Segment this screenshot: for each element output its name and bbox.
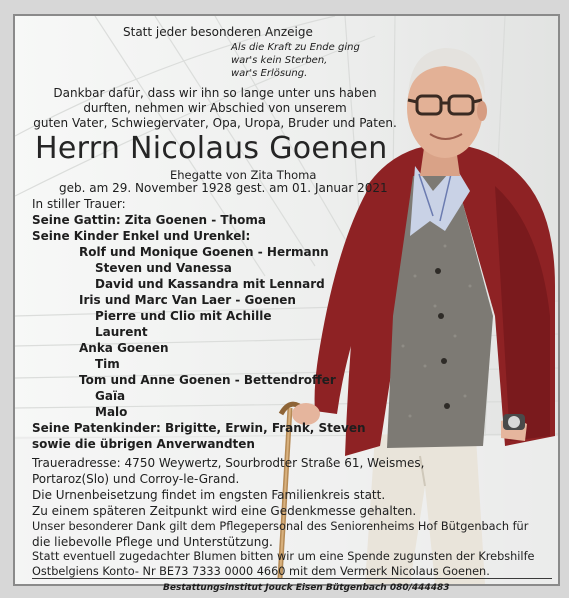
family-parents: Iris und Marc Van Laer - Goenen xyxy=(79,293,296,307)
donation-line: Ostbelgiens Konto- Nr BE73 7333 0000 4660 mit dem Vermerk Nicolaus Goenen. xyxy=(32,565,490,578)
urn-line: Die Urnenbeisetzung findet im engsten Familienkreis statt. xyxy=(32,488,386,502)
family-child: David und Kassandra mit Lennard xyxy=(95,277,325,291)
thanks-line: durften, nehmen wir Abschied von unserem xyxy=(83,101,347,115)
thanks-care-line: die liebevolle Pflege und Unterstützung. xyxy=(32,535,273,549)
thanks-line: Dankbar dafür, dass wir ihn so lange unter uns haben xyxy=(53,86,377,100)
obituary-notice xyxy=(13,14,560,586)
family-child: Pierre und Clio mit Achille xyxy=(95,309,272,323)
family-child: Steven und Vanessa xyxy=(95,261,232,275)
footer-divider xyxy=(32,578,552,579)
family-child: Gaïa xyxy=(95,389,126,403)
family-child: Laurent xyxy=(95,325,148,339)
address-line: Traueradresse: 4750 Weywertz, Sourbrodter Straße 61, Weismes, xyxy=(32,456,425,470)
thanks-line: guten Vater, Schwiegervater, Opa, Uropa, Bruder und Paten. xyxy=(33,116,397,130)
family-parents: Anka Goenen xyxy=(79,341,169,355)
godchildren-line: Seine Patenkinder: Brigitte, Erwin, Frank, Steven xyxy=(32,421,366,435)
dates-line: geb. am 29. November 1928 gest. am 01. Januar 2021 xyxy=(59,181,388,195)
wife-line: Seine Gattin: Zita Goenen - Thoma xyxy=(32,213,266,227)
donation-line: Statt eventuell zugedachter Blumen bitten wir um eine Spende zugunsten der Krebshilfe xyxy=(32,550,535,563)
relatives-line: sowie die übrigen Anverwandten xyxy=(32,437,255,451)
intro-text: Statt jeder besonderen Anzeige xyxy=(123,25,313,39)
mass-line: Zu einem späteren Zeitpunkt wird eine Gedenkmesse gehalten. xyxy=(32,504,417,518)
funeral-home-footer: Bestattungsinstitut Jouck Eisen Bütgenbach 080/444483 xyxy=(163,583,450,593)
family-child: Malo xyxy=(95,405,128,419)
thanks-care-line: Unser besonderer Dank gilt dem Pflegepersonal des Seniorenheims Hof Bütgenbach für xyxy=(32,520,529,533)
deceased-name: Herrn Nicolaus Goenen xyxy=(35,131,388,166)
family-parents: Rolf und Monique Goenen - Hermann xyxy=(79,245,329,259)
spouse-line: Ehegatte von Zita Thoma xyxy=(170,168,317,182)
family-parents: Tom und Anne Goenen - Bettendroffer xyxy=(79,373,336,387)
quote-line: war's Erlösung. xyxy=(231,68,308,79)
address-line: Portaroz(Slo) und Corroy-le-Grand. xyxy=(32,472,240,486)
family-child: Tim xyxy=(95,357,120,371)
quote-line: Als die Kraft zu Ende ging xyxy=(231,42,360,53)
children-heading: Seine Kinder Enkel und Urenkel: xyxy=(32,229,251,243)
mourners-heading: In stiller Trauer: xyxy=(32,197,126,211)
quote-line: war's kein Sterben, xyxy=(231,55,328,66)
